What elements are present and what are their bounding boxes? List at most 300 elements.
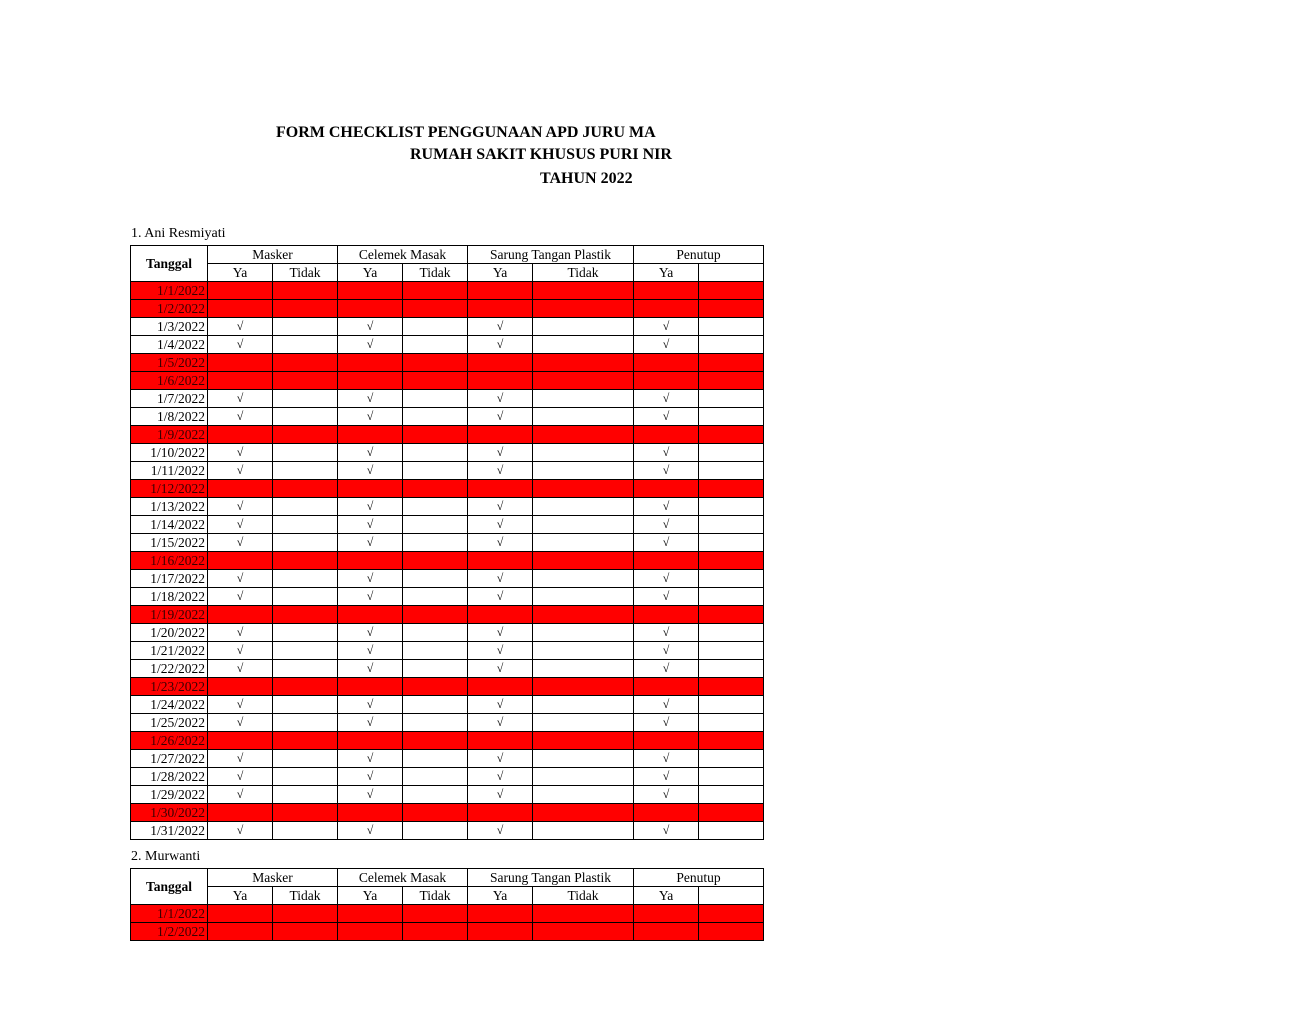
tidak-cell (403, 732, 468, 750)
tidak-cell (403, 318, 468, 336)
tidak-cell (403, 282, 468, 300)
tidak-cell (533, 822, 634, 840)
table-row (131, 444, 764, 462)
ya-cell (208, 300, 273, 318)
ya-cell (634, 552, 699, 570)
tidak-cell (699, 804, 764, 822)
tidak-cell (403, 480, 468, 498)
ya-cell (634, 480, 699, 498)
tidak-cell (273, 642, 338, 660)
tidak-cell (699, 786, 764, 804)
tidak-cell (273, 768, 338, 786)
tidak-cell (533, 300, 634, 318)
table-row (131, 300, 764, 318)
table-row (131, 336, 764, 354)
ya-cell: √ (468, 624, 533, 642)
tidak-cell (699, 498, 764, 516)
ya-cell: √ (634, 516, 699, 534)
sub-header: Ya (634, 264, 699, 282)
tidak-cell (699, 696, 764, 714)
table-row (131, 822, 764, 840)
tidak-cell (699, 714, 764, 732)
ya-cell: √ (634, 390, 699, 408)
tanggal-header: Tanggal (131, 869, 208, 905)
tidak-cell (533, 534, 634, 552)
table-row (131, 750, 764, 768)
ya-cell: √ (468, 714, 533, 732)
ya-cell: √ (468, 588, 533, 606)
ya-cell: √ (208, 336, 273, 354)
date-cell: 1/29/2022 (131, 786, 208, 804)
ya-cell (634, 804, 699, 822)
tidak-cell (403, 534, 468, 552)
ya-cell (634, 923, 699, 941)
tidak-cell (273, 354, 338, 372)
ya-cell: √ (208, 588, 273, 606)
ya-cell (338, 606, 403, 624)
table-row (131, 534, 764, 552)
date-cell: 1/9/2022 (131, 426, 208, 444)
ya-cell: √ (208, 660, 273, 678)
table-row (131, 426, 764, 444)
tidak-cell (273, 714, 338, 732)
table-row (131, 282, 764, 300)
ya-cell (634, 732, 699, 750)
date-cell: 1/24/2022 (131, 696, 208, 714)
tidak-cell (533, 372, 634, 390)
table-row (131, 516, 764, 534)
tidak-cell (699, 905, 764, 923)
tidak-cell (403, 300, 468, 318)
tidak-cell (699, 660, 764, 678)
ya-cell: √ (634, 750, 699, 768)
ya-cell (634, 426, 699, 444)
sub-header: Tidak (403, 887, 468, 905)
tidak-cell (403, 354, 468, 372)
group-header: Masker (208, 246, 338, 264)
ya-cell: √ (208, 408, 273, 426)
tidak-cell (403, 804, 468, 822)
ya-cell: √ (338, 750, 403, 768)
tidak-cell (699, 606, 764, 624)
ya-cell: √ (208, 642, 273, 660)
tidak-cell (403, 606, 468, 624)
ya-cell: √ (468, 822, 533, 840)
ya-cell (634, 905, 699, 923)
ya-cell (634, 606, 699, 624)
tidak-cell (533, 570, 634, 588)
tidak-cell (699, 678, 764, 696)
ya-cell: √ (208, 624, 273, 642)
ya-cell: √ (634, 588, 699, 606)
sub-header: Tidak (533, 264, 634, 282)
checklist-table (130, 245, 764, 840)
ya-cell (468, 282, 533, 300)
tidak-cell (699, 750, 764, 768)
tidak-cell (273, 336, 338, 354)
tidak-cell (273, 660, 338, 678)
tidak-cell (273, 318, 338, 336)
table-row (131, 390, 764, 408)
tidak-cell (403, 642, 468, 660)
tidak-cell (403, 905, 468, 923)
date-cell: 1/3/2022 (131, 318, 208, 336)
ya-cell: √ (634, 660, 699, 678)
tidak-cell (403, 498, 468, 516)
ya-cell: √ (634, 624, 699, 642)
tidak-cell (403, 372, 468, 390)
ya-cell (338, 905, 403, 923)
table-row (131, 905, 764, 923)
date-cell: 1/25/2022 (131, 714, 208, 732)
ya-cell: √ (338, 714, 403, 732)
ya-cell: √ (338, 624, 403, 642)
table-row (131, 642, 764, 660)
ya-cell: √ (468, 498, 533, 516)
ya-cell (208, 426, 273, 444)
ya-cell: √ (338, 462, 403, 480)
tidak-cell (273, 516, 338, 534)
group-header: Penutup (634, 246, 764, 264)
date-cell: 1/8/2022 (131, 408, 208, 426)
ya-cell: √ (468, 408, 533, 426)
date-cell: 1/6/2022 (131, 372, 208, 390)
tidak-cell (533, 923, 634, 941)
ya-cell (468, 905, 533, 923)
tidak-cell (699, 408, 764, 426)
tidak-cell (533, 606, 634, 624)
ya-cell (208, 923, 273, 941)
tidak-cell (699, 318, 764, 336)
tidak-cell (533, 498, 634, 516)
table-row (131, 372, 764, 390)
ya-cell (468, 372, 533, 390)
ya-cell (338, 354, 403, 372)
tidak-cell (403, 426, 468, 444)
table-row (131, 768, 764, 786)
group-header: Masker (208, 869, 338, 887)
ya-cell (468, 606, 533, 624)
ya-cell (634, 300, 699, 318)
table-row (131, 714, 764, 732)
tidak-cell (699, 516, 764, 534)
table-row (131, 570, 764, 588)
date-cell: 1/30/2022 (131, 804, 208, 822)
ya-cell: √ (634, 786, 699, 804)
tidak-cell (403, 570, 468, 588)
tidak-cell (533, 660, 634, 678)
ya-cell (468, 426, 533, 444)
tidak-cell (273, 390, 338, 408)
tidak-cell (403, 714, 468, 732)
sub-header (699, 887, 764, 905)
ya-cell (338, 804, 403, 822)
ya-cell: √ (468, 444, 533, 462)
tidak-cell (533, 624, 634, 642)
document-title: FORM CHECKLIST PENGGUNAAN APD JURU MA (276, 124, 656, 141)
date-cell: 1/10/2022 (131, 444, 208, 462)
tidak-cell (403, 660, 468, 678)
date-cell: 1/28/2022 (131, 768, 208, 786)
tidak-cell (533, 714, 634, 732)
tidak-cell (273, 750, 338, 768)
sub-header: Ya (338, 264, 403, 282)
group-header: Penutup (634, 869, 764, 887)
checklist-table-wrap (130, 868, 721, 942)
table-row (131, 498, 764, 516)
table-row (131, 462, 764, 480)
ya-cell (338, 923, 403, 941)
ya-cell (338, 480, 403, 498)
ya-cell: √ (338, 822, 403, 840)
tidak-cell (273, 804, 338, 822)
ya-cell (468, 804, 533, 822)
table-row (131, 678, 764, 696)
table-row (131, 588, 764, 606)
tidak-cell (533, 282, 634, 300)
ya-cell: √ (338, 408, 403, 426)
sub-header: Tidak (273, 887, 338, 905)
tidak-cell (533, 642, 634, 660)
tidak-cell (533, 318, 634, 336)
tidak-cell (699, 923, 764, 941)
tidak-cell (699, 768, 764, 786)
date-cell: 1/23/2022 (131, 678, 208, 696)
date-cell: 1/11/2022 (131, 462, 208, 480)
table-row (131, 480, 764, 498)
tidak-cell (273, 444, 338, 462)
tidak-cell (273, 606, 338, 624)
group-header: Sarung Tangan Plastik (468, 869, 634, 887)
tidak-cell (273, 678, 338, 696)
tidak-cell (699, 480, 764, 498)
table-row (131, 408, 764, 426)
ya-cell: √ (468, 660, 533, 678)
ya-cell: √ (338, 516, 403, 534)
tidak-cell (273, 732, 338, 750)
tidak-cell (273, 822, 338, 840)
sub-header: Ya (208, 887, 273, 905)
sub-header: Ya (468, 264, 533, 282)
ya-cell: √ (468, 768, 533, 786)
ya-cell: √ (208, 750, 273, 768)
ya-cell: √ (468, 516, 533, 534)
tidak-cell (403, 444, 468, 462)
ya-cell: √ (338, 588, 403, 606)
ya-cell: √ (634, 462, 699, 480)
table-row (131, 923, 764, 941)
ya-cell (468, 732, 533, 750)
date-cell: 1/20/2022 (131, 624, 208, 642)
ya-cell: √ (634, 570, 699, 588)
sub-header: Ya (468, 887, 533, 905)
checklist-table (130, 868, 764, 941)
tidak-cell (273, 624, 338, 642)
sub-header: Ya (208, 264, 273, 282)
tidak-cell (699, 282, 764, 300)
ya-cell (468, 923, 533, 941)
tidak-cell (699, 336, 764, 354)
ya-cell: √ (468, 750, 533, 768)
ya-cell: √ (634, 714, 699, 732)
ya-cell: √ (634, 534, 699, 552)
tidak-cell (403, 750, 468, 768)
tidak-cell (273, 408, 338, 426)
section-name: 2. Murwanti (131, 849, 201, 864)
date-cell: 1/31/2022 (131, 822, 208, 840)
tidak-cell (699, 642, 764, 660)
date-cell: 1/16/2022 (131, 552, 208, 570)
table-row (131, 552, 764, 570)
ya-cell: √ (338, 534, 403, 552)
date-cell: 1/27/2022 (131, 750, 208, 768)
ya-cell: √ (338, 660, 403, 678)
tidak-cell (273, 498, 338, 516)
ya-cell: √ (338, 444, 403, 462)
tidak-cell (533, 804, 634, 822)
ya-cell (338, 282, 403, 300)
ya-cell (208, 372, 273, 390)
ya-cell (208, 282, 273, 300)
table-row (131, 624, 764, 642)
date-cell: 1/5/2022 (131, 354, 208, 372)
date-cell: 1/2/2022 (131, 923, 208, 941)
ya-cell (468, 354, 533, 372)
ya-cell: √ (338, 786, 403, 804)
checklist-table-wrap (130, 245, 721, 849)
hospital-name: RUMAH SAKIT KHUSUS PURI NIR (410, 146, 672, 163)
tidak-cell (533, 354, 634, 372)
ya-cell: √ (338, 318, 403, 336)
tidak-cell (699, 822, 764, 840)
tidak-cell (699, 426, 764, 444)
ya-cell: √ (468, 642, 533, 660)
ya-cell (634, 354, 699, 372)
sub-header: Tidak (403, 264, 468, 282)
year-label: TAHUN 2022 (540, 170, 633, 187)
ya-cell: √ (338, 570, 403, 588)
tidak-cell (533, 390, 634, 408)
ya-cell: √ (208, 444, 273, 462)
table-row (131, 804, 764, 822)
ya-cell: √ (208, 768, 273, 786)
ya-cell (634, 678, 699, 696)
ya-cell (338, 678, 403, 696)
table-row (131, 660, 764, 678)
date-cell: 1/12/2022 (131, 480, 208, 498)
ya-cell: √ (208, 534, 273, 552)
group-header: Sarung Tangan Plastik (468, 246, 634, 264)
date-cell: 1/13/2022 (131, 498, 208, 516)
tidak-cell (699, 588, 764, 606)
tidak-cell (273, 905, 338, 923)
sub-header: Ya (338, 887, 403, 905)
date-cell: 1/26/2022 (131, 732, 208, 750)
table-row (131, 696, 764, 714)
tidak-cell (533, 588, 634, 606)
tidak-cell (403, 462, 468, 480)
ya-cell: √ (468, 534, 533, 552)
sub-header: Tidak (273, 264, 338, 282)
ya-cell: √ (338, 390, 403, 408)
tidak-cell (533, 750, 634, 768)
ya-cell: √ (468, 390, 533, 408)
sub-header (699, 264, 764, 282)
date-cell: 1/7/2022 (131, 390, 208, 408)
tidak-cell (273, 696, 338, 714)
sub-header: Ya (634, 887, 699, 905)
ya-cell: √ (208, 786, 273, 804)
ya-cell: √ (338, 768, 403, 786)
table-row (131, 786, 764, 804)
tidak-cell (273, 588, 338, 606)
ya-cell: √ (208, 516, 273, 534)
tidak-cell (533, 786, 634, 804)
ya-cell (338, 372, 403, 390)
tidak-cell (273, 570, 338, 588)
ya-cell (208, 732, 273, 750)
group-header: Celemek Masak (338, 246, 468, 264)
ya-cell: √ (634, 498, 699, 516)
ya-cell (468, 552, 533, 570)
ya-cell: √ (208, 570, 273, 588)
date-cell: 1/21/2022 (131, 642, 208, 660)
ya-cell (634, 372, 699, 390)
table-row (131, 318, 764, 336)
ya-cell: √ (468, 786, 533, 804)
ya-cell: √ (634, 696, 699, 714)
date-cell: 1/15/2022 (131, 534, 208, 552)
tidak-cell (533, 768, 634, 786)
tidak-cell (273, 282, 338, 300)
tidak-cell (699, 390, 764, 408)
ya-cell (208, 678, 273, 696)
ya-cell (338, 552, 403, 570)
ya-cell (338, 426, 403, 444)
tidak-cell (533, 480, 634, 498)
tidak-cell (403, 768, 468, 786)
tidak-cell (403, 923, 468, 941)
tidak-cell (403, 588, 468, 606)
tidak-cell (533, 336, 634, 354)
tidak-cell (403, 678, 468, 696)
tidak-cell (699, 624, 764, 642)
ya-cell (468, 480, 533, 498)
tidak-cell (273, 426, 338, 444)
ya-cell: √ (208, 498, 273, 516)
ya-cell: √ (338, 498, 403, 516)
ya-cell: √ (634, 822, 699, 840)
tidak-cell (533, 462, 634, 480)
section-name: 1. Ani Resmiyati (131, 226, 226, 241)
table-row (131, 732, 764, 750)
ya-cell: √ (468, 462, 533, 480)
date-cell: 1/17/2022 (131, 570, 208, 588)
tidak-cell (403, 516, 468, 534)
ya-cell (338, 732, 403, 750)
tidak-cell (533, 696, 634, 714)
group-header: Celemek Masak (338, 869, 468, 887)
ya-cell (208, 804, 273, 822)
date-cell: 1/19/2022 (131, 606, 208, 624)
tidak-cell (273, 462, 338, 480)
tidak-cell (533, 426, 634, 444)
tidak-cell (699, 570, 764, 588)
ya-cell: √ (634, 336, 699, 354)
tidak-cell (403, 696, 468, 714)
date-cell: 1/22/2022 (131, 660, 208, 678)
tidak-cell (699, 732, 764, 750)
